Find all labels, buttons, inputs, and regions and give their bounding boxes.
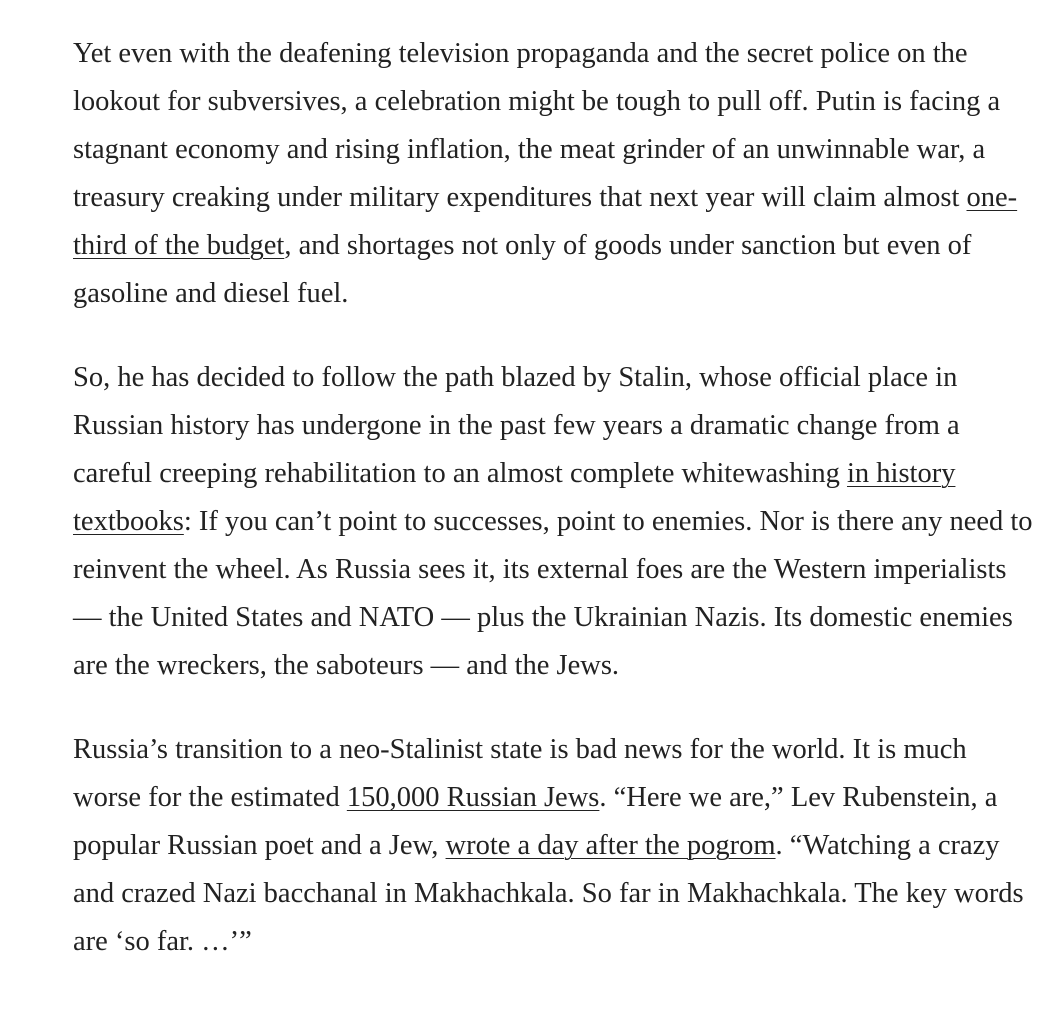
history-textbooks-link[interactable]: in history textbooks — [73, 458, 956, 537]
paragraph-2-text-b: : If you can’t point to successes, point to enemies. Nor is there any need to reinvent the wheel. As Russia sees it, its external foes are the Western imperialists — the United States and NATO — plus the Ukrainian Nazis. Its domestic enemies are the wreckers, the saboteurs — and the Jews. — [73, 506, 1033, 681]
budget-link[interactable]: one-third of the budget — [73, 182, 1018, 261]
paragraph-3 — [73, 726, 1041, 966]
pogrom-link[interactable]: wrote a day after the pogrom — [445, 830, 776, 861]
paragraph-3-text-a: Russia’s transition to a neo-Stalinist state is bad news for the world. It is much worse for the estimated — [73, 734, 967, 813]
paragraph-1-text-a: Yet even with the deafening television propaganda and the secret police on the lookout for subversives, a celebration might be tough to pull off. Putin is facing a stagnant economy and rising inflation, the meat grinder of an unwinnable war, a treasury creaking under military expenditures that next year will claim almost — [73, 38, 1001, 213]
paragraph-3-text-b: . “Here we are,” Lev Rubenstein, a popular Russian poet and a Jew, — [73, 782, 998, 861]
paragraph-2-text-a: So, he has decided to follow the path blazed by Stalin, whose official place in Russian history has undergone in the past few years a dramatic change from a careful creeping rehabilitation to an almost complete whitewashing — [73, 362, 960, 489]
russian-jews-link[interactable]: 150,000 Russian Jews — [346, 782, 600, 813]
paragraph-1 — [73, 30, 1041, 318]
paragraph-3-text-c: . “Watching a crazy and crazed Nazi bacchanal in Makhachkala. So far in Makhachkala. The key words are ‘so far. …’” — [73, 830, 1024, 957]
article-body — [73, 30, 1041, 1002]
paragraph-1-text-b: , and shortages not only of goods under sanction but even of gasoline and diesel fuel. — [73, 230, 972, 309]
paragraph-2 — [73, 354, 1041, 690]
